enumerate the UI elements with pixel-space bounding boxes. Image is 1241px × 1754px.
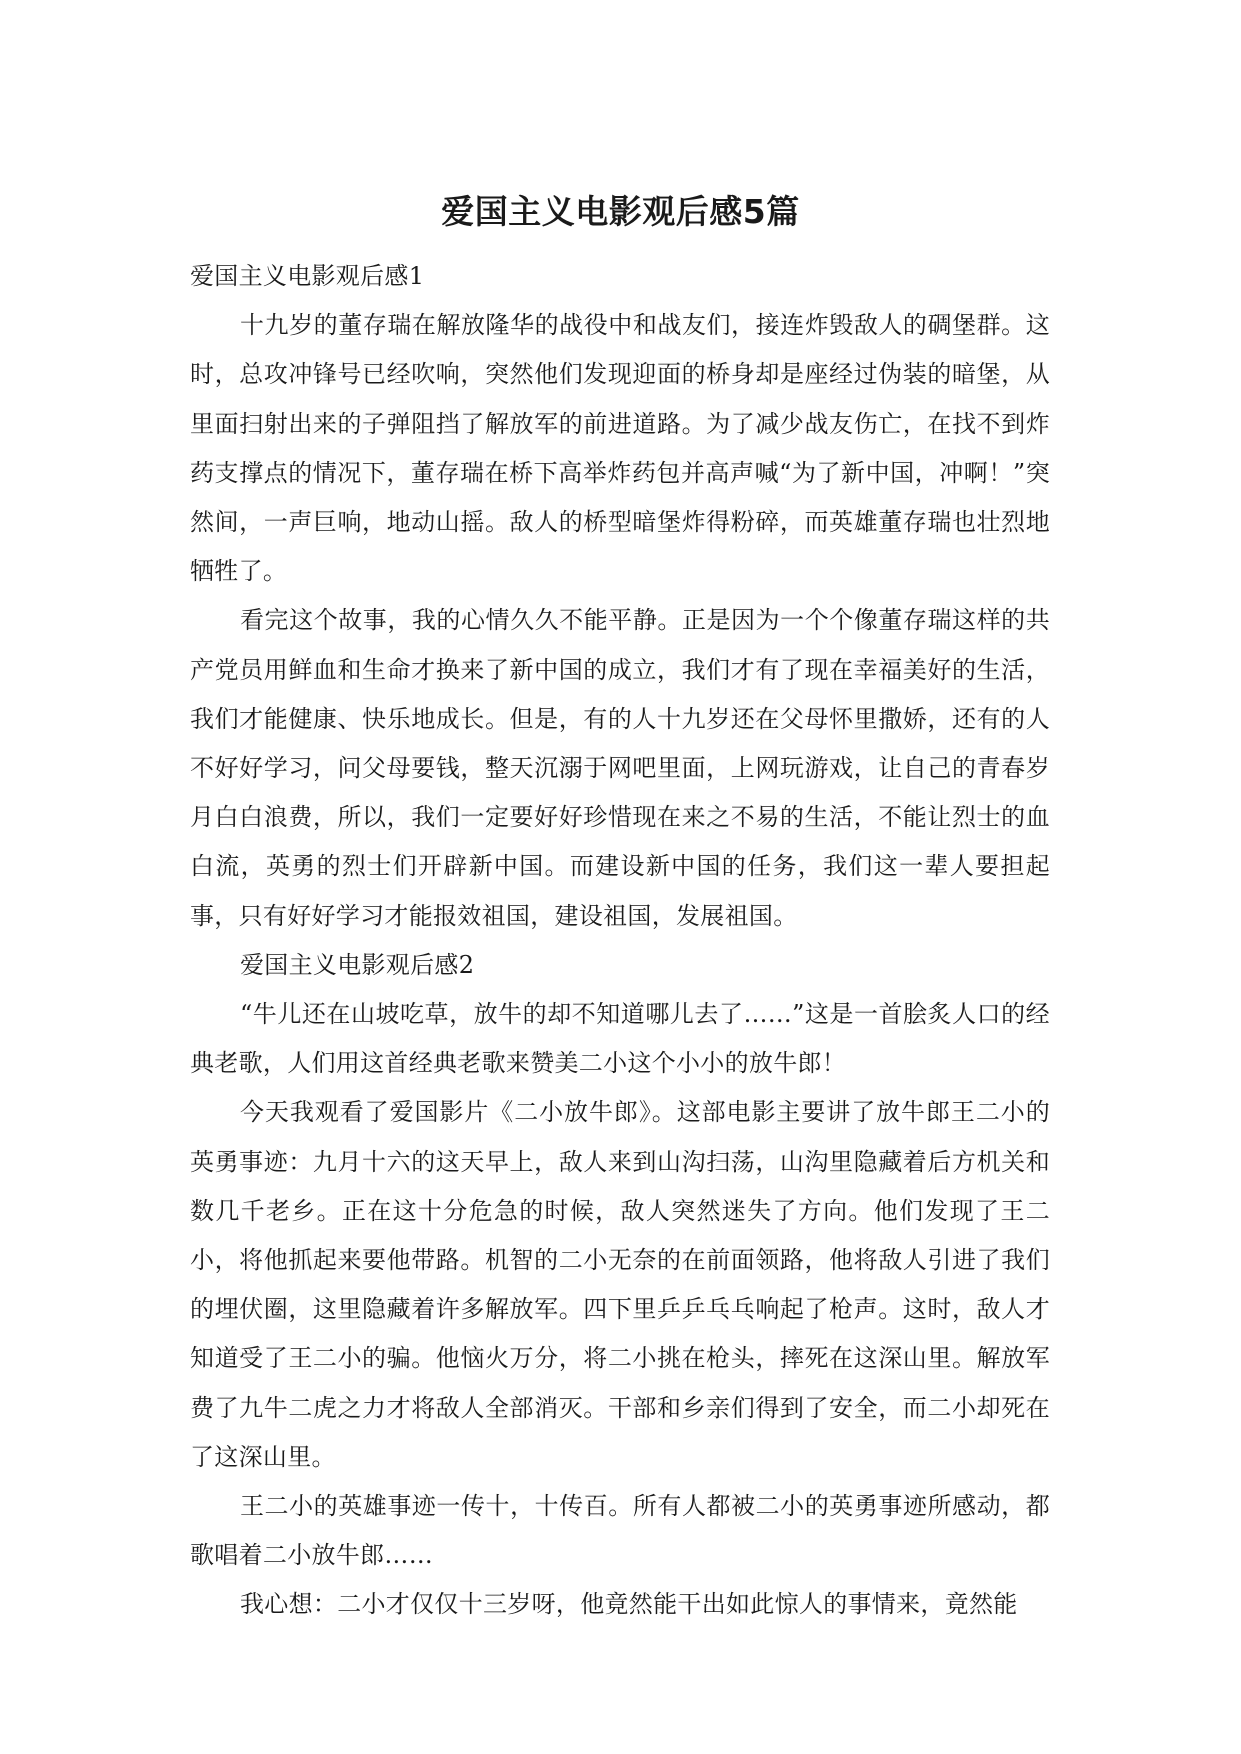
paragraph: 王二小的英雄事迹一传十，十传百。所有人都被二小的英勇事迹所感动，都歌唱着二小放牛郎…… — [190, 1492, 1050, 1570]
paragraph: 今天我观看了爱国影片《二小放牛郎》。这部电影主要讲了放牛郎王二小的英勇事迹：九月十六的这天早上，敌人来到山沟扫荡，山沟里隐藏着后方机关和数几千老乡。正在这十分危急的时候，敌人突然迷失了方向。他们发现了王二小，将他抓起来要他带路。机智的二小无奈的在前面领路，他将敌人引进了我们的埋伏圈，这里隐藏着许多解放军。四下里乒乒乓乓响起了枪声。这时，敌人才知道受了王二小的骗。他恼火万分，将二小挑在枪头，摔死在这深山里。解放军费了九牛二虎之力才将敌人全部消灭。干部和乡亲们得到了安全，而二小却死在了这深山里。 — [190, 1098, 1050, 1471]
document-title: 爱国主义电影观后感5篇 — [441, 192, 800, 231]
document-body — [190, 252, 1050, 1630]
paragraph: 十九岁的董存瑞在解放隆华的战役中和战友们，接连炸毁敌人的碉堡群。这时，总攻冲锋号已经吹响，突然他们发现迎面的桥身却是座经过伪装的暗堡，从里面扫射出来的子弹阻挡了解放军的前进道路。为了减少战友伤亡，在找不到炸药支撑点的情况下，董存瑞在桥下高举炸药包并高声喊“为了新中国，冲啊！”突然间，一声巨响，地动山摇。敌人的桥型暗堡炸得粉碎，而英雄董存瑞也壮烈地牺牲了。 — [190, 311, 1050, 586]
paragraph: “牛儿还在山坡吃草，放牛的却不知道哪儿去了……”这是一首脍炙人口的经典老歌，人们用这首经典老歌来赞美二小这个小小的放牛郎！ — [190, 1000, 1050, 1078]
paragraph: 我心想：二小才仅仅十三岁呀，他竟然能干出如此惊人的事情来，竟然能 — [240, 1590, 1018, 1619]
section-heading-2: 爱国主义电影观后感2 — [240, 950, 475, 979]
paragraph: 看完这个故事，我的心情久久不能平静。正是因为一个个像董存瑞这样的共产党员用鲜血和生命才换来了新中国的成立，我们才有了现在幸福美好的生活，我们才能健康、快乐地成长。但是，有的人十九岁还在父母怀里撒娇，还有的人不好好学习，问父母要钱，整天沉溺于网吧里面，上网玩游戏，让自己的青春岁月白白浪费，所以，我们一定要好好珍惜现在来之不易的生活，不能让烈士的血白流，英勇的烈士们开辟新中国。而建设新中国的任务，我们这一辈人要担起事，只有好好学习才能报效祖国，建设祖国，发展祖国。 — [190, 606, 1050, 930]
section-heading-1: 爱国主义电影观后感1 — [190, 262, 425, 290]
